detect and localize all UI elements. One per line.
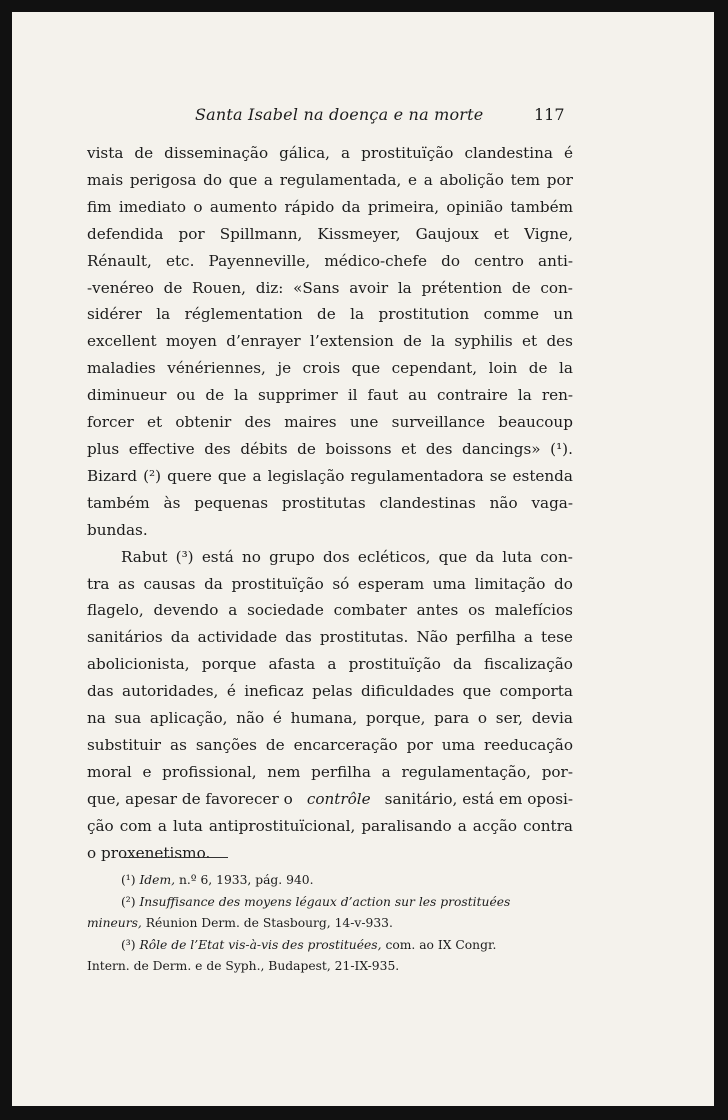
text-line: defendida por Spillmann, Kissmeyer, Gaujoux et Vigne, [87,224,573,243]
text-line: fim imediato o aumento rápido da primeira, opinião também [87,197,573,216]
footnote-source: Insuffisance des moyens légaux d’action sur les prostituées [139,894,511,909]
footnotes [87,870,573,978]
footnote-source: mineurs, [87,916,142,930]
text-line: forcer et obtenir des maires une surveillance beaucoup [87,413,573,432]
footnote-2-cont [87,913,573,935]
text-line: Bizard (²) quere que a legislação regulamentadora se estenda [87,466,573,485]
paragraph-2 [87,544,573,867]
text-line: -venéreo de Rouen, diz: «Sans avoir la prétention de con- [87,278,573,297]
footnote-text: n.º 6, 1933, pág. 940. [178,873,314,887]
text-line: também às pequenas prostitutas clandestinas não vaga- [87,493,573,512]
footnote-text: com. ao IX Congr. [385,937,497,952]
footnote-mark: (³) [121,937,136,952]
text-line: sidérer la réglementation de la prostitution comme un [87,305,573,324]
text-line: substituir as sanções de encarceração por uma reeducação [87,735,573,754]
text-line: na sua aplicação, não é humana, porque, para o ser, devia [87,709,573,728]
footnote-1 [87,870,573,892]
footnote-separator [122,857,228,858]
footnote-source: Idem, [139,873,176,887]
text-line: flagelo, devendo a sociedade combater antes os malefícios [87,601,573,620]
text-line: mais perigosa do que a regulamentada, e a abolição tem por [87,170,573,189]
text-line: sanitários da actividade das prostitutas. Não perfilha a tese [87,628,573,647]
text-line: Rénault, etc. Payenneville, médico-chefe do centro anti- [87,251,573,270]
text-line: Rabut (³) está no grupo dos ecléticos, que da luta con- [121,547,573,566]
footnote-source: Rôle de l’Etat vis-à-vis des prostituées, [139,937,382,952]
text-line: excellent moyen d’enrayer l’extension de la syphilis et des [87,332,573,351]
text-line: das autoridades, é ineficaz pelas dificuldades que comporta [87,682,573,701]
footnote-mark: (¹) [121,873,136,887]
footnote-3 [87,935,573,957]
text-line: bundas. [87,520,148,539]
body-text [87,140,573,866]
text-line-mixed [87,786,573,813]
book-page [12,12,714,1106]
page-number: 117 [534,105,565,124]
text-segment: sanitário, está em oposi- [384,789,573,808]
text-line: moral e profissional, nem perfilha a regulamentação, por- [87,762,573,781]
text-line: ção com a luta antiprostituïcional, paralisando a acção contra [87,816,573,835]
footnote-2 [87,892,573,914]
text-line: diminueur ou de la supprimer il faut au contraire la ren- [87,386,573,405]
italic-term: contrôle [306,789,371,808]
footnote-3-cont: Intern. de Derm. e de Syph., Budapest, 21-IX-935. [87,959,400,973]
text-line: abolicionista, porque afasta a prostituïção da fiscalização [87,655,573,674]
running-title: Santa Isabel na doença e na morte [195,105,484,124]
text-line: maladies vénériennes, je crois que cependant, loin de la [87,359,573,378]
text-segment: que, apesar de favorecer o [87,789,293,808]
text-line: plus effective des débits de boissons et des dancings» (¹). [87,439,573,458]
paragraph-1 [87,140,573,544]
footnote-mark: (²) [121,894,136,909]
text-line: vista de disseminação gálica, a prostituïção clandestina é [87,144,573,162]
text-line: o proxenetismo. [87,843,211,862]
page-header [12,105,714,129]
footnote-text: Réunion Derm. de Stasbourg, 14-v-933. [145,916,393,930]
text-line: tra as causas da prostituïção só esperam uma limitação do [87,574,573,593]
